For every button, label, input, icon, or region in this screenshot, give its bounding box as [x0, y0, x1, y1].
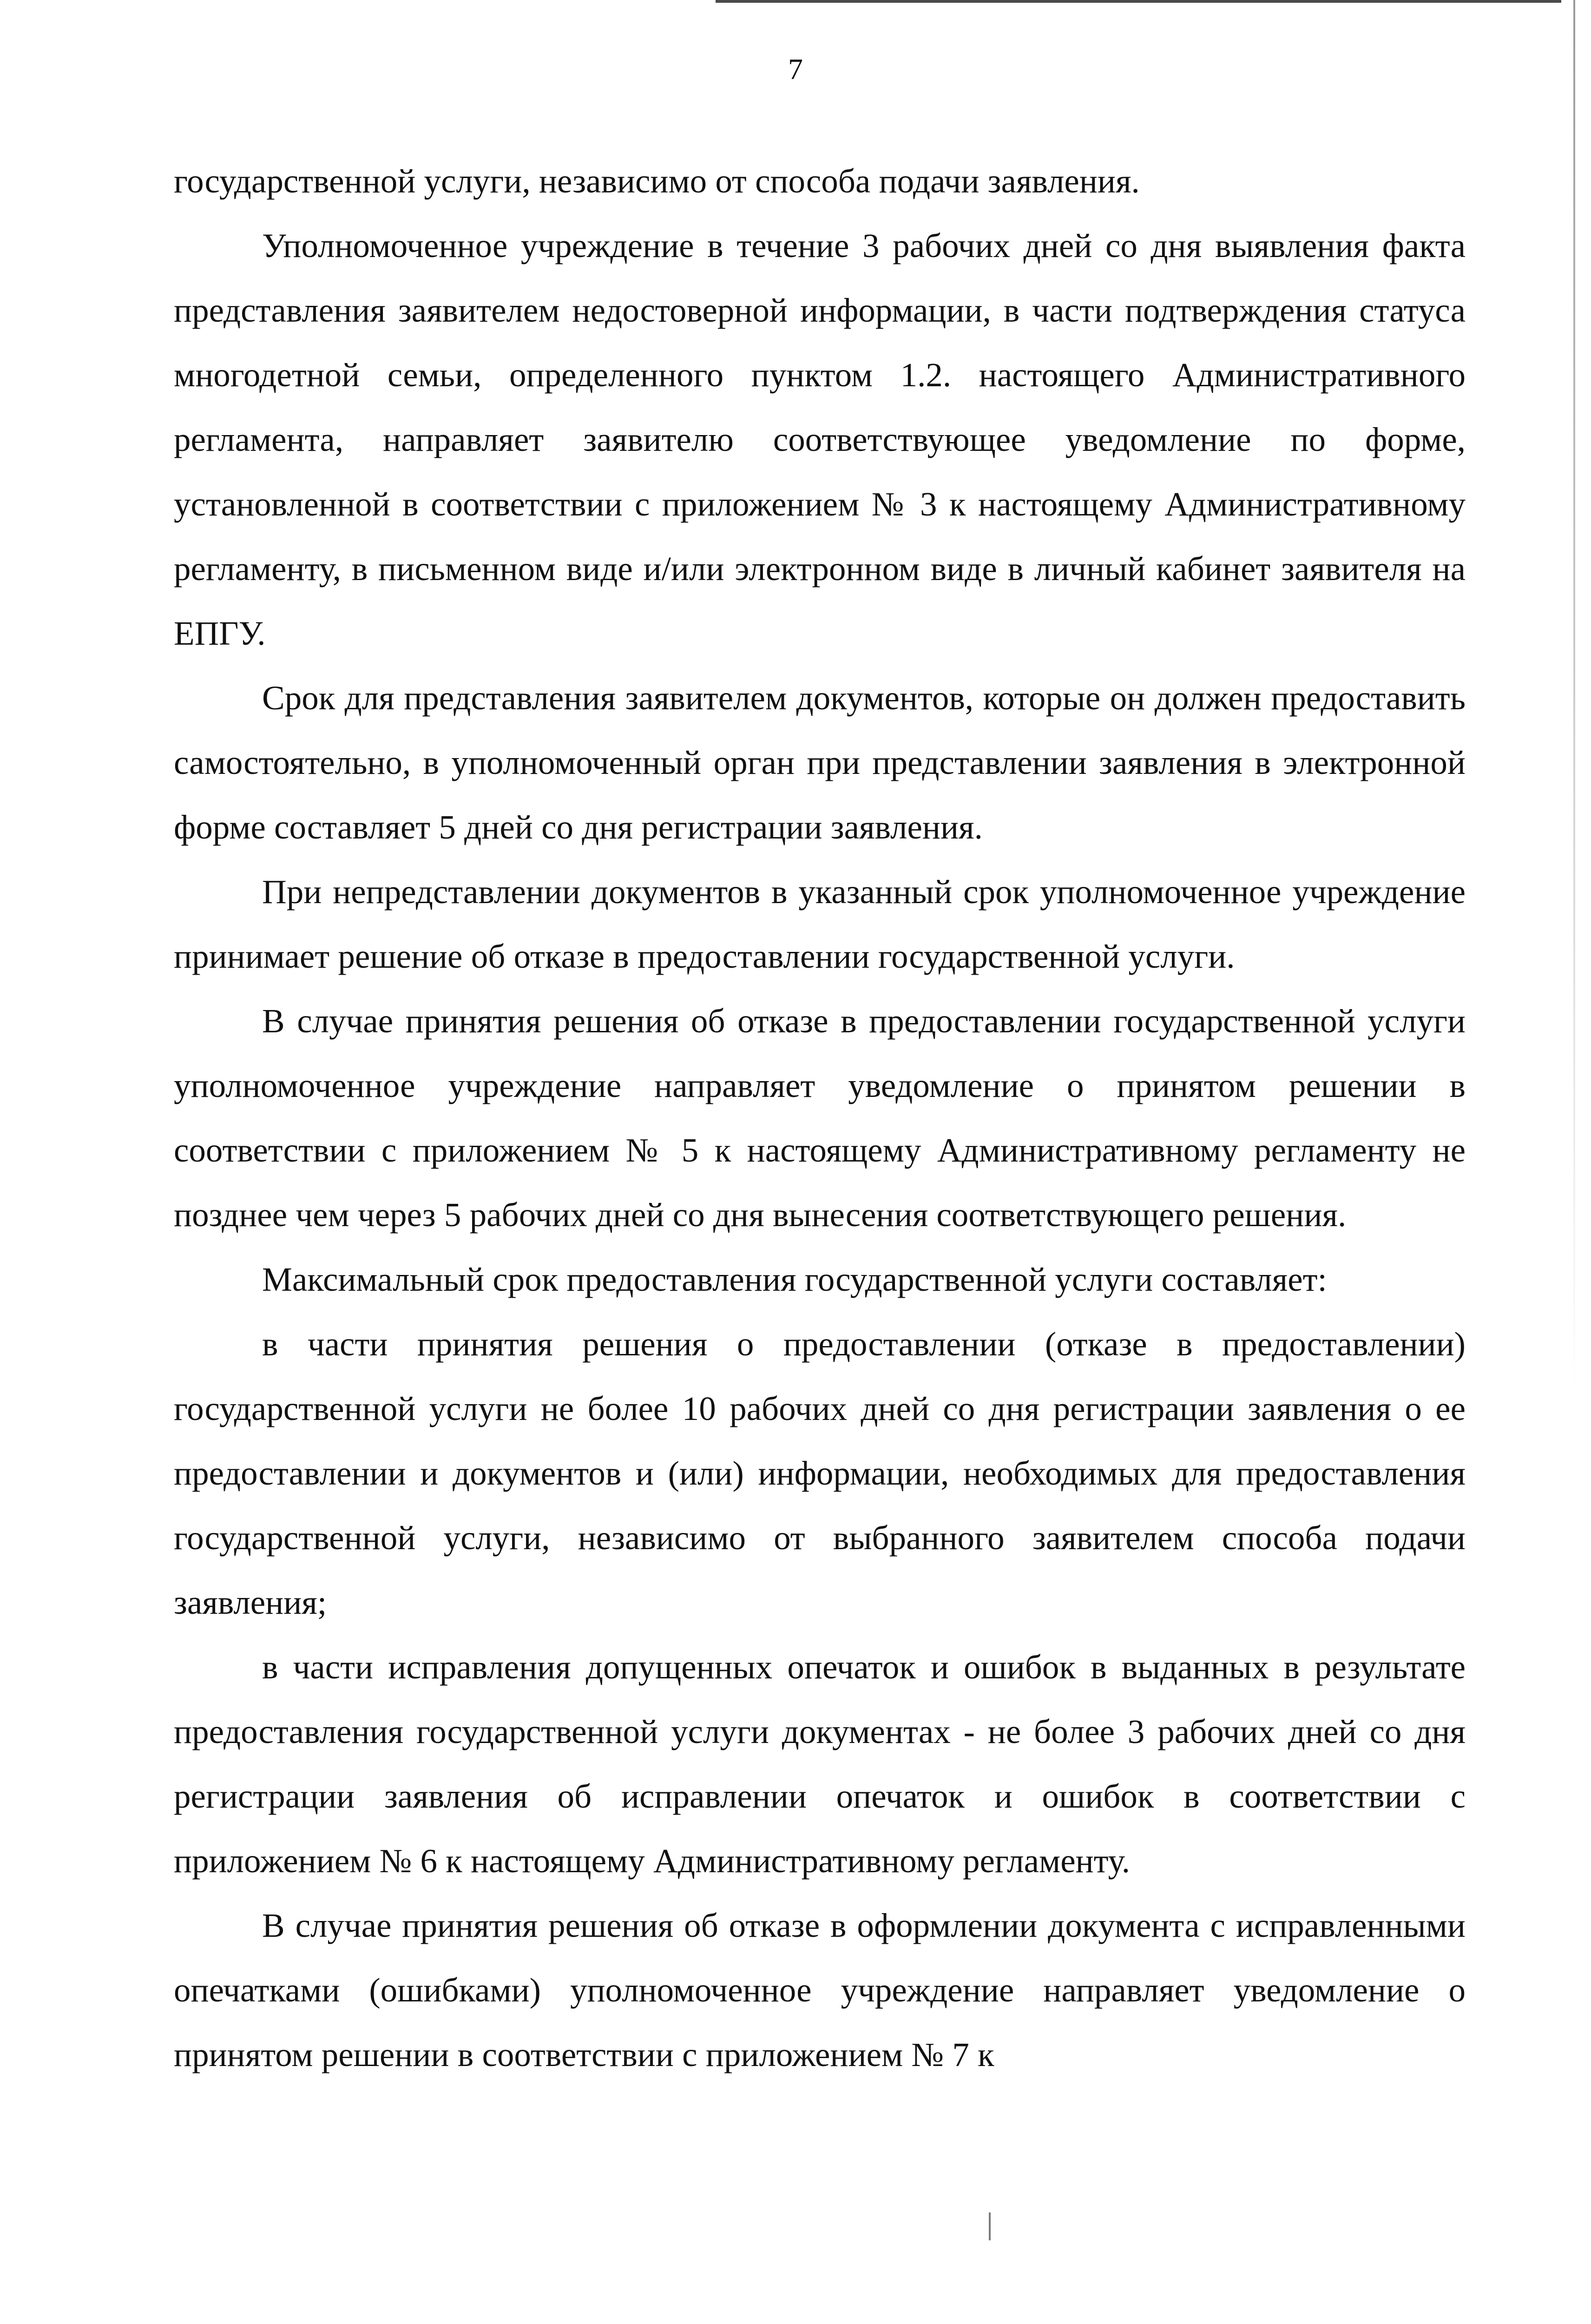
scan-edge-shadow: [1573, 0, 1575, 1394]
document-body: [174, 149, 1466, 2087]
paragraph: Уполномоченное учреждение в течение 3 рабочих дней со дня выявления факта представления заявителем недостоверной информации, в части подтверждения статуса многодетной семьи, определенного пунктом 1.2. настоящего Административного регламента, направляет заявителю соответствующее уведомление по форме, установленной в соответствии с приложением № 3 к настоящему Административному регламенту, в письменном виде и/или электронном виде в личный кабинет заявителя на ЕПГУ.: [174, 227, 1466, 652]
page-number: 7: [788, 53, 803, 86]
paragraph: В случае принятия решения об отказе в предоставлении государственной услуги уполномоченное учреждение направляет уведомление о принятом решении в соответствии с приложением № 5 к настоящему Административному регламенту не позднее чем через 5 рабочих дней со дня вынесения соответствующего решения.: [174, 1002, 1466, 1234]
paragraph: в части принятия решения о предоставлении (отказе в предоставлении) государственной услуги не более 10 рабочих дней со дня регистрации заявления о ее предоставлении и документов и (или) информации, необходимых для предоставления государственной услуги, независимо от выбранного заявителем способа подачи заявления;: [174, 1325, 1466, 1621]
scan-artifact-mark: [989, 2212, 991, 2240]
paragraph: в части исправления допущенных опечаток и ошибок в выданных в результате предоставления государственной услуги документах - не более 3 рабочих дней со дня регистрации заявления об исправлении опечаток и ошибок в соответствии с приложением № 6 к настоящему Административному регламенту.: [174, 1648, 1466, 1880]
paragraph: При непредставлении документов в указанный срок уполномоченное учреждение принимает решение об отказе в предоставлении государственной услуги.: [174, 873, 1466, 975]
scan-border-line: [716, 0, 1561, 3]
paragraph: Срок для представления заявителем документов, которые он должен предоставить самостоятельно, в уполномоченный орган при представлении заявления в электронной форме составляет 5 дней со дня регистрации заявления.: [174, 679, 1466, 846]
paragraph: государственной услуги, независимо от способа подачи заявления.: [174, 162, 1140, 200]
paragraph: В случае принятия решения об отказе в оформлении документа с исправленными опечатками (ошибками) уполномоченное учреждение направляет уведомление о принятом решении в соответствии с приложением № 7 к: [174, 1907, 1466, 2073]
paragraph: Максимальный срок предоставления государственной услуги составляет:: [262, 1261, 1327, 1298]
